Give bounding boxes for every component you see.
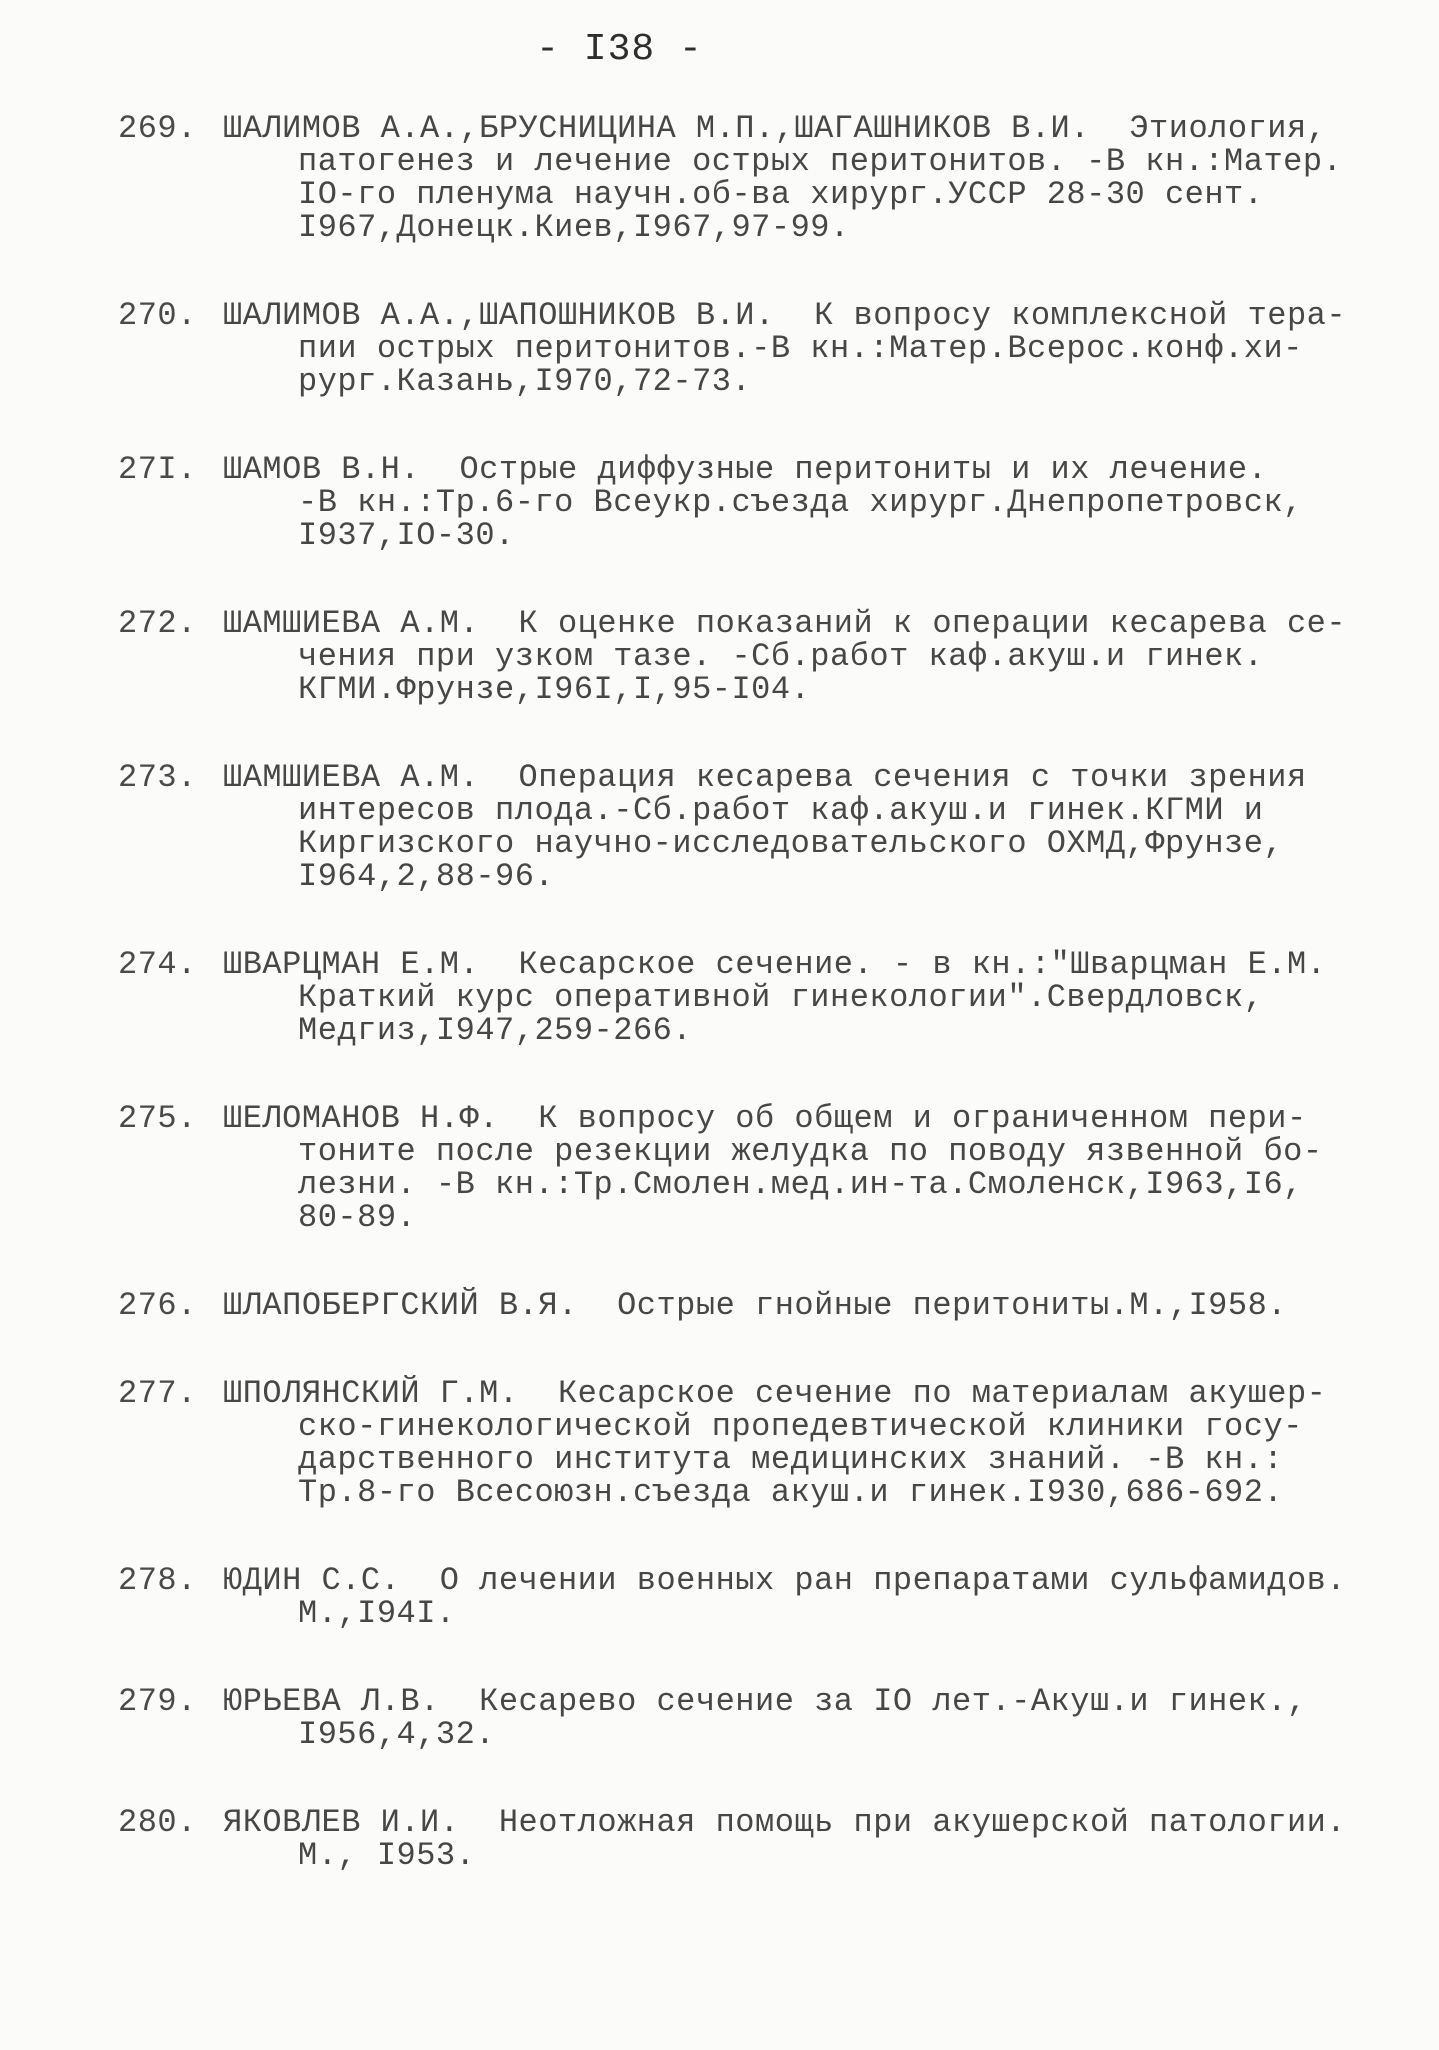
bibliography-list (118, 112, 1398, 1927)
entry-text (223, 299, 1398, 398)
entry-number: 275. (118, 1100, 197, 1137)
entry-line: лезни. -В кн.:Тр.Смолен.мед.ин-та.Смоленск,I963,I6, (298, 1166, 1303, 1203)
entry-line: ско-гинекологической пропедевтической клиники госу- (298, 1408, 1303, 1445)
entry-text (223, 1685, 1398, 1751)
entry-number: 272. (118, 605, 197, 642)
bibliography-entry (118, 1289, 1398, 1322)
entry-number: 270. (118, 297, 197, 334)
entry-line: IO-го пленума научн.об-ва хирург.УССР 28-30 сент. (298, 176, 1264, 213)
entry-line: I956,4,32. (298, 1716, 496, 1753)
entry-line: ШПОЛЯНСКИЙ Г.М. Кесарское сечение по материалам акушер- (223, 1375, 1327, 1412)
entry-line: Киргизского научно-исследовательского ОХМД,Фрунзе, (298, 825, 1284, 862)
bibliography-entry (118, 1102, 1398, 1234)
bibliography-entry (118, 948, 1398, 1047)
entry-number: 269. (118, 110, 197, 147)
entry-line: чения при узком тазе. -Сб.работ каф.акуш.и гинек. (298, 638, 1264, 675)
entry-text (223, 112, 1398, 244)
entry-text (223, 1102, 1398, 1234)
entry-line: пии острых перитонитов.-В кн.:Матер.Всерос.конф.хи- (298, 330, 1303, 367)
entry-line: ШЕЛОМАНОВ Н.Ф. К вопросу об общем и ограниченном пери- (223, 1100, 1307, 1137)
entry-line: М.,I94I. (298, 1595, 456, 1632)
entry-number: 27I. (118, 451, 197, 488)
entry-line: ЮДИН С.С. О лечении военных ран препаратами сульфамидов. (223, 1562, 1347, 1599)
entry-text (223, 1377, 1398, 1509)
entry-number: 273. (118, 759, 197, 796)
entry-line: ШАМШИЕВА А.М. Операция кесарева сечения с точки зрения (223, 759, 1307, 796)
entry-line: -В кн.:Тр.6-го Всеукр.съезда хирург.Днепропетровск, (298, 484, 1303, 521)
entry-number: 279. (118, 1683, 197, 1720)
page-number: - I38 - (536, 28, 703, 71)
entry-line: рург.Казань,I970,72-73. (298, 363, 752, 400)
bibliography-entry (118, 453, 1398, 552)
entry-line: ШАМШИЕВА А.М. К оценке показаний к операции кесарева се- (223, 605, 1347, 642)
entry-line: ЯКОВЛЕВ И.И. Неотложная помощь при акушерской патологии. (223, 1804, 1347, 1841)
bibliography-entry (118, 1806, 1398, 1872)
entry-text (223, 453, 1398, 552)
entry-text (223, 607, 1398, 706)
bibliography-entry (118, 1377, 1398, 1509)
entry-line: 80-89. (298, 1199, 417, 1236)
entry-number: 278. (118, 1562, 197, 1599)
entry-number: 280. (118, 1804, 197, 1841)
entry-text (223, 761, 1398, 893)
entry-number: 274. (118, 946, 197, 983)
entry-line: тоните после резекции желудка по поводу язвенной бо- (298, 1133, 1323, 1170)
entry-line: Краткий курс оперативной гинекологии".Свердловск, (298, 979, 1264, 1016)
entry-line: Тр.8-го Всесоюзн.съезда акуш.и гинек.I930,686-692. (298, 1474, 1284, 1511)
entry-text (223, 1564, 1398, 1630)
entry-line: ШАЛИМОВ А.А.,ШАПОШНИКОВ В.И. К вопросу комплексной тера- (223, 297, 1347, 334)
entry-line: ШАМОВ В.Н. Острые диффузные перитониты и их лечение. (223, 451, 1268, 488)
entry-number: 276. (118, 1287, 197, 1324)
entry-line: КГМИ.Фрунзе,I96I,I,95-I04. (298, 671, 811, 708)
entry-line: ШЛАПОБЕРГСКИЙ В.Я. Острые гнойные перитониты.М.,I958. (223, 1287, 1287, 1324)
entry-line: патогенез и лечение острых перитонитов. -В кн.:Матер. (298, 143, 1343, 180)
bibliography-entry (118, 761, 1398, 893)
entry-line: ШВАРЦМАН Е.М. Кесарское сечение. - в кн.:"Шварцман Е.М. (223, 946, 1327, 983)
entry-number: 277. (118, 1375, 197, 1412)
bibliography-entry (118, 607, 1398, 706)
entry-line: интересов плода.-Сб.работ каф.акуш.и гинек.КГМИ и (298, 792, 1264, 829)
entry-text (223, 948, 1398, 1047)
entry-text (223, 1289, 1398, 1322)
entry-line: I937,IO-30. (298, 517, 515, 554)
bibliography-entry (118, 112, 1398, 244)
entry-line: ШАЛИМОВ А.А.,БРУСНИЦИНА М.П.,ШАГАШНИКОВ В.И. Этиология, (223, 110, 1327, 147)
entry-line: дарственного института медицинских знаний. -В кн.: (298, 1441, 1284, 1478)
bibliography-entry (118, 1564, 1398, 1630)
entry-line: I964,2,88-96. (298, 858, 555, 895)
bibliography-entry (118, 299, 1398, 398)
entry-line: ЮРЬЕВА Л.В. Кесарево сечение за IO лет.-Акуш.и гинек., (223, 1683, 1307, 1720)
entry-line: Медгиз,I947,259-266. (298, 1012, 693, 1049)
entry-line: I967,Донецк.Киев,I967,97-99. (298, 209, 850, 246)
entry-line: М., I953. (298, 1837, 476, 1874)
bibliography-entry (118, 1685, 1398, 1751)
entry-text (223, 1806, 1398, 1872)
